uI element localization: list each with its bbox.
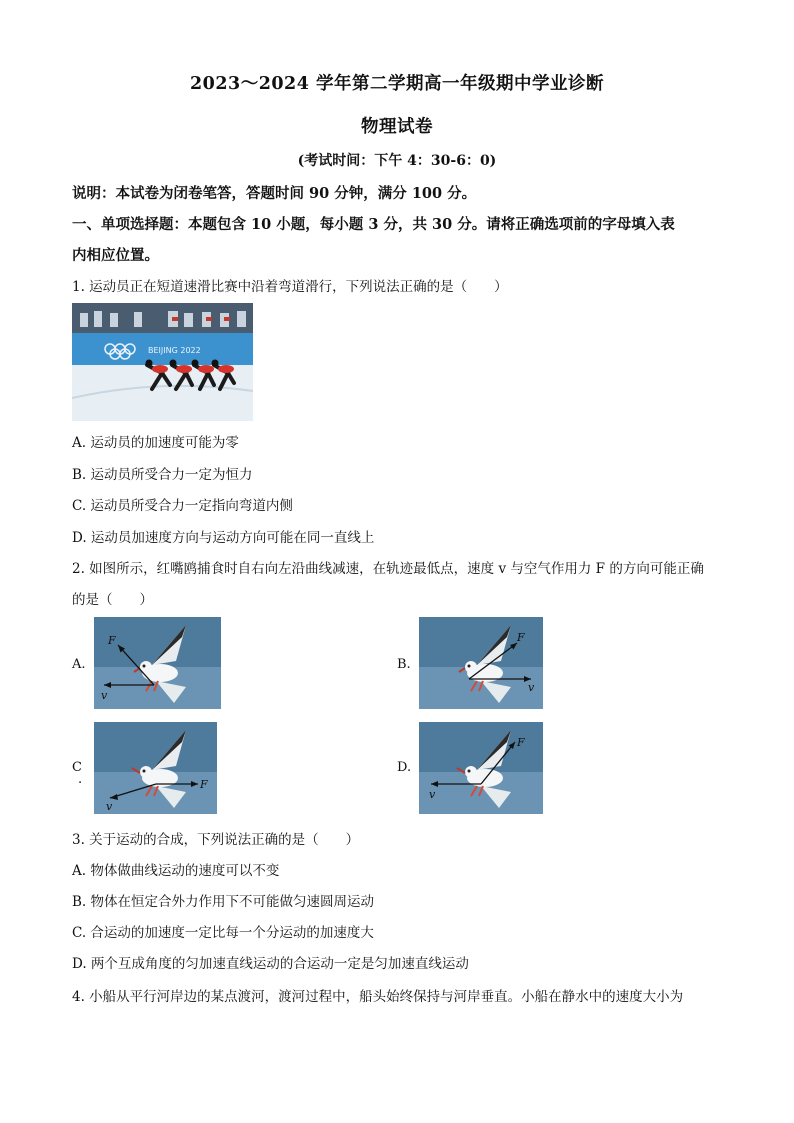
exam-time: (考试时间：下午 4：30-6：0)	[297, 153, 497, 169]
option-a-label: A.	[72, 657, 86, 672]
gull-figure-b	[419, 617, 543, 709]
question-3-option-c: C. 合运动的加速度一定比每一个分运动的加速度大	[72, 925, 374, 941]
option-c-dot: .	[78, 772, 83, 787]
gull-figure-a	[94, 617, 221, 709]
gull-figure-d	[419, 722, 543, 814]
instructions: 说明：本试卷为闭卷笔答，答题时间 90 分钟，满分 100 分。	[72, 185, 477, 202]
force-label-d: F	[517, 736, 525, 749]
force-label-b: F	[517, 631, 525, 644]
question-3-stem: 3. 关于运动的合成，下列说法正确的是（ ）	[72, 832, 360, 848]
velocity-label-a: v	[101, 689, 108, 702]
section-heading-line2: 内相应位置。	[72, 247, 159, 264]
velocity-label-b: v	[528, 681, 535, 694]
question-1-option-b: B. 运动员所受合力一定为恒力	[72, 467, 253, 483]
rink-board-text: BEIJING 2022	[148, 346, 201, 355]
option-c-label: C	[72, 760, 82, 775]
velocity-label-c: v	[106, 800, 113, 813]
velocity-label-d: v	[429, 788, 436, 801]
exam-title: 2023～2024 学年第二学期高一年级期中学业诊断	[189, 74, 604, 94]
option-d-label: D.	[397, 760, 412, 775]
question-1-option-a: A. 运动员的加速度可能为零	[72, 435, 239, 451]
speed-skating-photo	[72, 303, 253, 421]
section-heading-line1: 一、单项选择题：本题包含 10 小题，每小题 3 分，共 30 分。请将正确选项前的字母填入表	[72, 216, 675, 233]
gull-figure-c	[94, 722, 217, 814]
force-label-a: F	[108, 634, 116, 647]
question-3-option-a: A. 物体做曲线运动的速度可以不变	[72, 863, 280, 879]
force-label-c: F	[200, 778, 208, 791]
question-3-option-b: B. 物体在恒定合外力作用下不可能做匀速圆周运动	[72, 894, 375, 910]
question-2-stem-line1: 2. 如图所示，红嘴鸥捕食时自右向左沿曲线减速，在轨迹最低点，速度 v 与空气作用力 F 的方向可能正确	[72, 561, 704, 577]
question-2-stem-line2: 的是（ ）	[72, 592, 153, 608]
subject-title: 物理试卷	[361, 117, 433, 137]
question-1-stem: 1. 运动员正在短道速滑比赛中沿着弯道滑行，下列说法正确的是（ ）	[72, 279, 508, 295]
question-1-option-c: C. 运动员所受合力一定指向弯道内侧	[72, 498, 293, 514]
question-4-stem: 4. 小船从平行河岸边的某点渡河，渡河过程中，船头始终保持与河岸垂直。小船在静水中的速度大小为	[72, 989, 684, 1005]
question-1-option-d: D. 运动员加速度方向与运动方向可能在同一直线上	[72, 530, 375, 546]
question-3-option-d: D. 两个互成角度的匀加速直线运动的合运动一定是匀加速直线运动	[72, 956, 469, 972]
option-b-label: B.	[397, 657, 411, 672]
